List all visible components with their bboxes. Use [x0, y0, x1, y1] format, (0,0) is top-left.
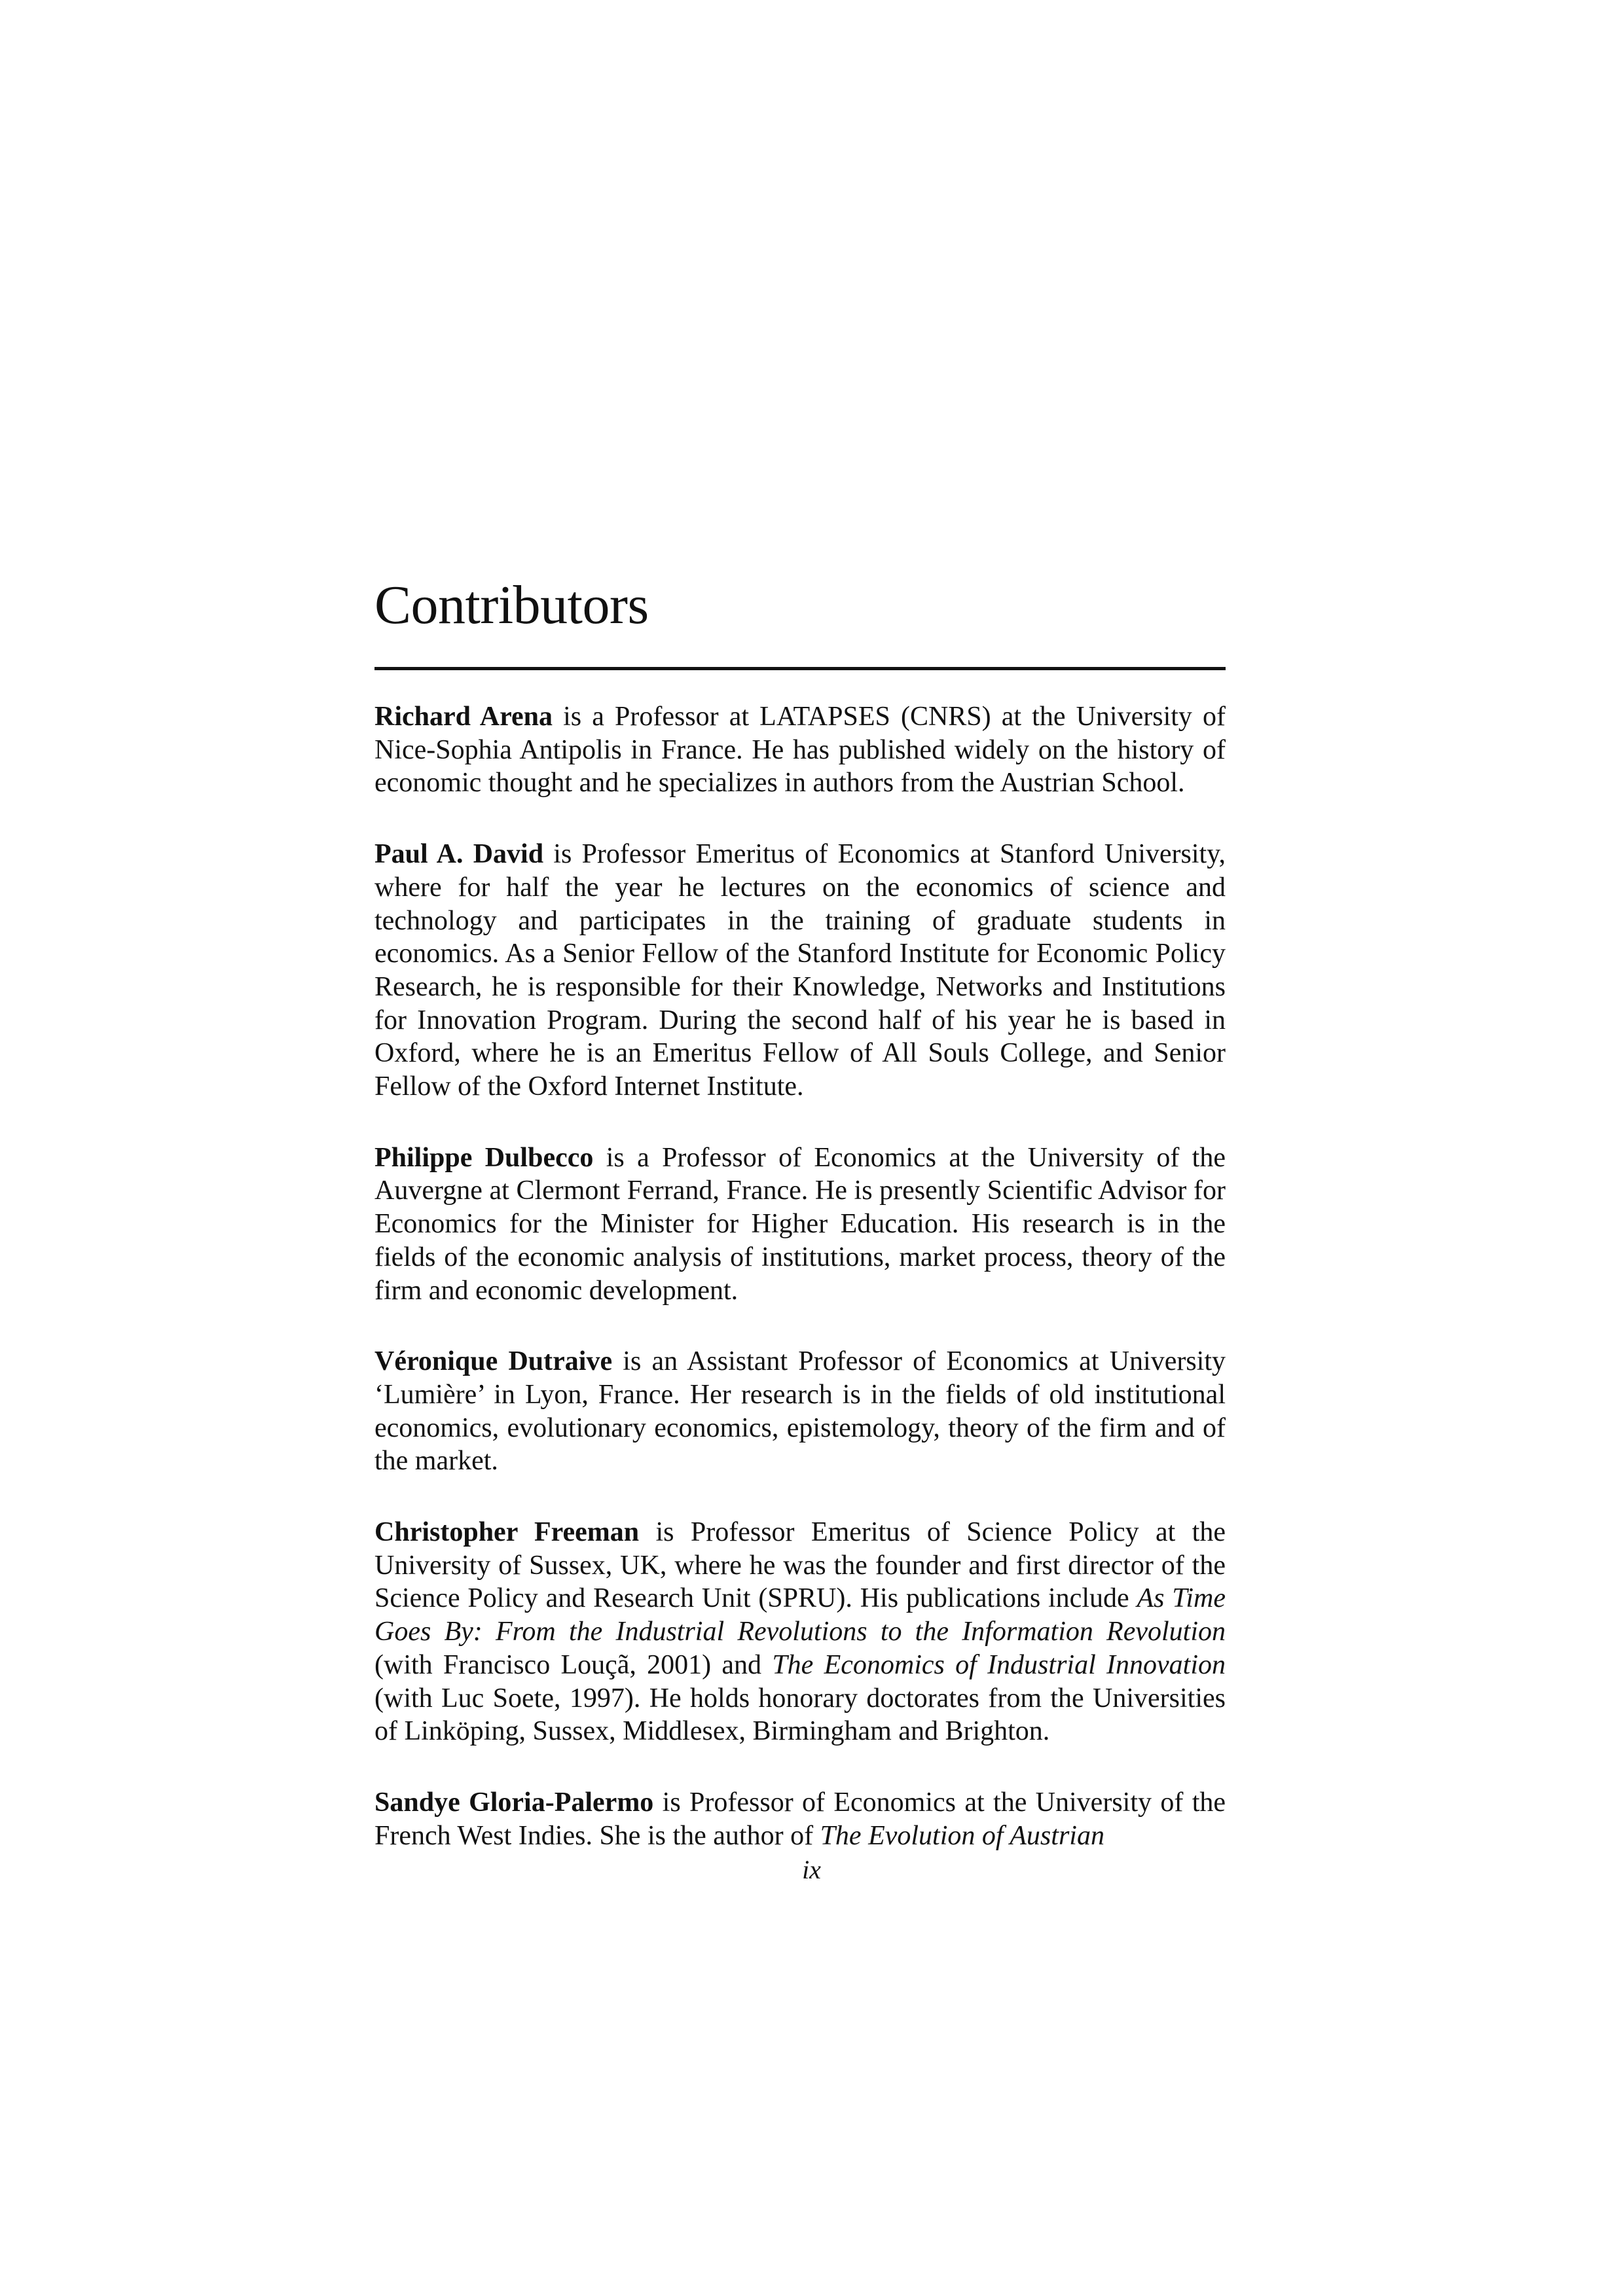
title-rule — [374, 667, 1226, 670]
contributor-entry-gloria-palermo — [374, 1786, 1226, 1852]
contributor-bio: is Professor of Economics at the University of the French West Indies. She is the author of — [374, 1787, 1226, 1851]
contributor-bio: is a Professor at LATAPSES (CNRS) at the University of Nice-Sophia Antipolis in France. He has published widely on the history of economic thought and he specializes in authors from the Austrian School. — [374, 702, 1226, 798]
contributor-entry-dulbecco — [374, 1141, 1226, 1308]
contributor-bio: is Professor Emeritus of Economics at Stanford University, where for half the year he lectures on the economics of science and technology and participates in the training of graduate students in economics. As a Senior Fellow of the Stanford Institute for Economic Policy Research, he is responsible for their Knowledge, Networks and Institutions for Innovation Program. During the second half of his year he is based in Oxford, where he is an Emeritus Fellow of All Souls College, and Senior Fellow of the Oxford Internet Institute. — [374, 839, 1226, 1102]
contributor-entry-freeman — [374, 1516, 1226, 1748]
contributor-entry-dutraive — [374, 1345, 1226, 1478]
page-number: ix — [802, 1855, 821, 1884]
contributor-name: Véronique Dutraive — [374, 1346, 613, 1377]
contributor-name: Christopher Freeman — [374, 1517, 640, 1548]
contributor-name: Paul A. David — [374, 839, 544, 870]
contributor-name: Richard Arena — [374, 702, 553, 732]
contributors-list — [374, 700, 1226, 1890]
contributor-name: Sandye Gloria-Palermo — [374, 1787, 654, 1818]
contributor-bio: (with Luc Soete, 1997). He holds honorary doctorates from the Universities of Linköping, Sussex, Middlesex, Birmingham and Brighton. — [374, 1683, 1226, 1747]
contributor-bio: is a Professor of Economics at the University of the Auvergne at Clermont Ferrand, France. He is presently Scientific Advisor for Economics for the Minister for Higher Education. His research is in the fields of the economic analysis of institutions, market process, theory of the firm and economic development. — [374, 1142, 1226, 1306]
book-title: The Economics of Industrial Innovation — [772, 1649, 1226, 1680]
book-title: The Evolution of Austrian — [820, 1820, 1104, 1851]
book-title: As Time Goes By: From the Industrial Revolutions to the Information Revolution — [374, 1583, 1226, 1647]
contributor-bio: (with Francisco Louçã, 2001) and — [374, 1649, 773, 1680]
contributor-name: Philippe Dulbecco — [374, 1142, 594, 1173]
contributor-entry-david — [374, 838, 1226, 1103]
contributor-entry-arena — [374, 700, 1226, 800]
contributor-bio: is an Assistant Professor of Economics at University ‘Lumière’ in Lyon, France. Her research is in the fields of old institutional economics, evolutionary economics, epistemology, theory of the firm and of the market. — [374, 1346, 1226, 1477]
page-title: Contributors — [374, 575, 649, 636]
contributor-bio: is Professor Emeritus of Science Policy at the University of Sussex, UK, where he was the founder and first director of the Science Policy and Research Unit (SPRU). His publications include — [374, 1517, 1226, 1614]
